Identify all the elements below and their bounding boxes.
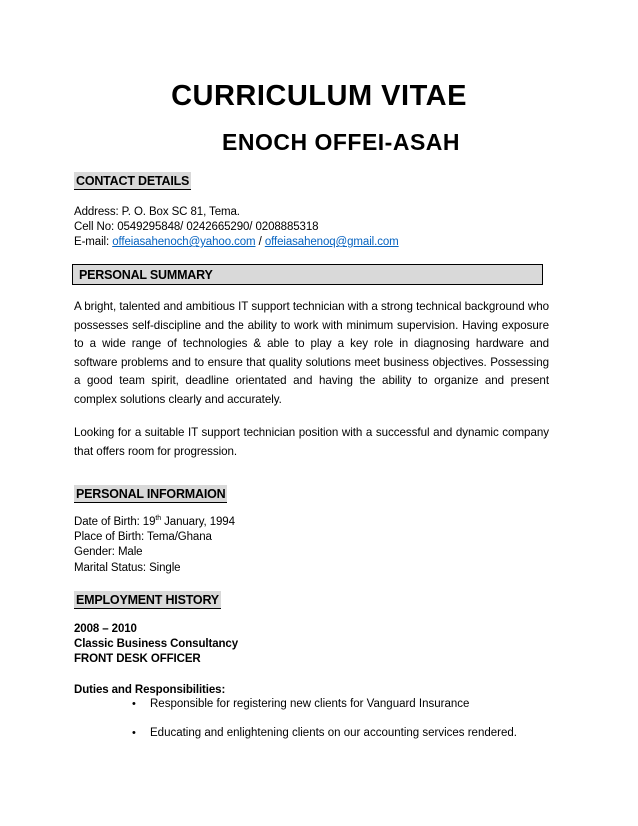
- employment-history-heading: EMPLOYMENT HISTORY: [76, 593, 219, 607]
- contact-details-heading: CONTACT DETAILS: [76, 174, 190, 188]
- dob-ordinal: th: [155, 515, 162, 523]
- candidate-name: ENOCH OFFEI-ASAH: [222, 129, 460, 155]
- personal-summary-heading: PERSONAL SUMMARY: [72, 264, 543, 285]
- bullet-icon: •: [132, 698, 136, 710]
- job-title: FRONT DESK OFFICER: [74, 653, 201, 665]
- email-label: E-mail:: [74, 236, 113, 248]
- marital-status-line: Marital Status: Single: [74, 562, 181, 574]
- address-line: Address: P. O. Box SC 81, Tema.: [74, 206, 240, 218]
- duty-item-2: Educating and enlightening clients on our accounting services rendered.: [150, 727, 517, 739]
- dob-prefix: Date of Birth: 19: [74, 516, 156, 528]
- document-title: CURRICULUM VITAE: [171, 80, 467, 112]
- dob-suffix: January, 1994: [161, 516, 235, 528]
- personal-information-heading: PERSONAL INFORMAION: [76, 487, 226, 501]
- employer-name: Classic Business Consultancy: [74, 638, 239, 650]
- email-link-yahoo[interactable]: offeiasahenoch@yahoo.com: [112, 236, 256, 248]
- employment-period: 2008 – 2010: [74, 623, 137, 635]
- gender-line: Gender: Male: [74, 546, 143, 558]
- email-line: [74, 236, 399, 248]
- summary-paragraph-1: A bright, talented and ambitious IT support technician with a strong technical background who possesses self-discipline and the ability to work with minimum supervision. Having exposure to a wide range of technologies & able to play a key role in diagnosing hardware and software problems and to ensure that quality solutions meet business objectives. Possessing a good team spirit, deadline orientated and having the ability to organize and present complex solutions clearly and accurately.: [74, 300, 549, 406]
- date-of-birth-line: [74, 516, 235, 528]
- bullet-icon: •: [132, 727, 136, 739]
- email-separator: /: [255, 236, 265, 248]
- summary-paragraph-2: Looking for a suitable IT support technician position with a successful and dynamic company that offers room for progression.: [74, 426, 549, 458]
- email-link-gmail[interactable]: offeiasahenoq@gmail.com: [264, 236, 399, 248]
- duty-item-1: Responsible for registering new clients for Vanguard Insurance: [150, 698, 470, 710]
- duties-heading: Duties and Responsibilities:: [74, 684, 226, 696]
- cell-number-line: Cell No: 0549295848/ 0242665290/ 0208885318: [74, 221, 319, 233]
- place-of-birth-line: Place of Birth: Tema/Ghana: [74, 531, 212, 543]
